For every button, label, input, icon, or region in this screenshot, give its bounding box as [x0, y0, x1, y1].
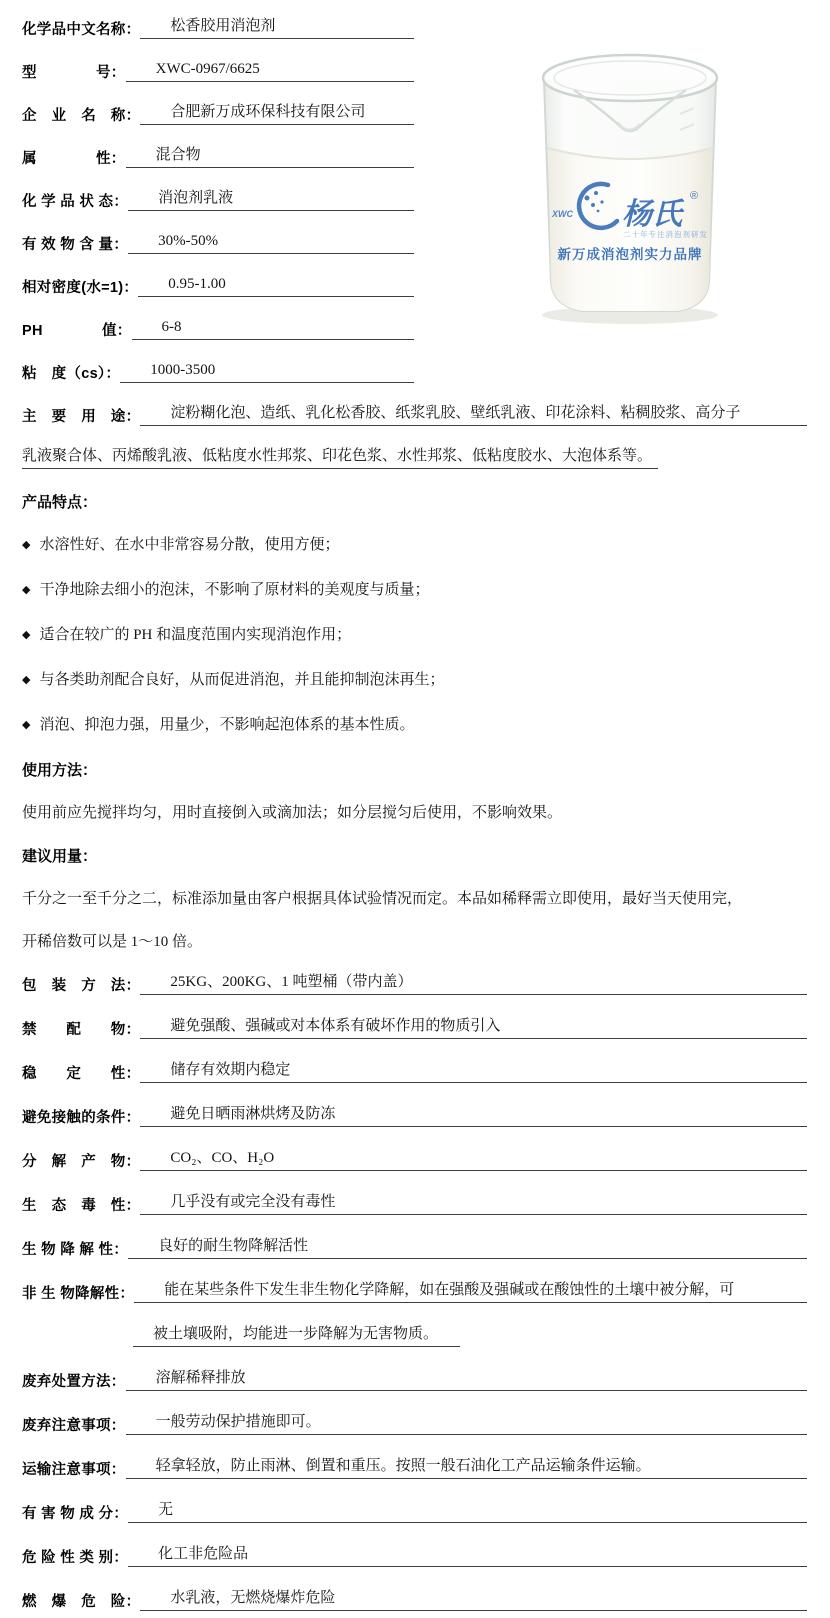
field-value-line2: 被土壤吸附，均能进一步降解为无害物质。: [133, 1325, 460, 1347]
product-features-heading: 产品特点：: [22, 494, 98, 511]
field-viscosity: [22, 356, 414, 383]
field-label: 生 态 毒 性：: [22, 1197, 141, 1214]
field-forbidden-substances: [22, 1012, 807, 1039]
field-label: 废弃处置方法：: [22, 1373, 126, 1390]
feature-text: 消泡、抑泡力强，用量少，不影响起泡体系的基本性质。: [39, 717, 415, 734]
feature-item: [22, 663, 807, 690]
beaker-rim: [543, 55, 717, 101]
field-value: 良好的耐生物降解活性: [128, 1237, 807, 1259]
field-non-biodegradability-continued: [22, 1320, 807, 1347]
field-label: 化学品中文名称：: [22, 21, 141, 38]
field-label: 运输注意事项：: [22, 1461, 126, 1478]
field-label: 属 性：: [22, 150, 126, 167]
brand-banner-text: 新万成消泡剂实力品牌: [557, 247, 703, 262]
field-label: 有 效 物 含 量：: [22, 236, 129, 253]
feature-text: 干净地除去细小的泡沫，不影响了原材料的美观度与质量；: [39, 582, 430, 599]
feature-text: 适合在较广的 PH 和温度范围内实现消泡作用；: [39, 627, 352, 644]
field-biodegradability: [22, 1232, 807, 1259]
field-label: 相对密度(水=1)：: [22, 279, 139, 296]
field-value: 水乳液，无燃烧爆炸危险: [140, 1589, 807, 1611]
diamond-bullet-icon: ◆: [22, 629, 31, 642]
field-value: 混合物: [126, 146, 414, 168]
field-value-line1: 淀粉糊化泡、造纸、乳化松香胶、纸浆乳胶、壁纸乳液、印花涂料、粘稠胶浆、高分子: [140, 404, 807, 426]
diamond-bullet-icon: ◆: [22, 674, 31, 687]
field-label: 化 学 品 状 态：: [22, 193, 129, 210]
field-value: 合肥新万成环保科技有限公司: [140, 103, 414, 125]
field-value: 轻拿轻放，防止雨淋、倒置和重压。按照一般石油化工产品运输条件运输。: [126, 1457, 807, 1479]
field-stability: [22, 1056, 807, 1083]
field-label: 生 物 降 解 性：: [22, 1241, 129, 1258]
field-label: 包 装 方 法：: [22, 977, 141, 994]
field-label: 主 要 用 途：: [22, 408, 141, 425]
field-value: 25KG、200KG、1 吨塑桶（带内盖）: [140, 973, 807, 995]
dosage-text-line2: 开稀倍数可以是 1～10 倍。: [22, 934, 203, 951]
field-waste-disposal-method: [22, 1364, 807, 1391]
field-waste-precautions: [22, 1408, 807, 1435]
field-value: 几乎没有或完全没有毒性: [140, 1193, 807, 1215]
field-conditions-to-avoid: [22, 1100, 807, 1127]
field-fire-explosion-hazard: [22, 1584, 807, 1611]
field-value: 消泡剂乳液: [128, 189, 414, 211]
field-decomposition-products: [22, 1144, 807, 1171]
field-label: 稳 定 性：: [22, 1065, 141, 1082]
field-packaging-method: [22, 968, 807, 995]
feature-item: [22, 573, 807, 600]
field-label: 非 生 物降解性：: [22, 1285, 135, 1302]
field-value: 避免强酸、强碱或对本体系有破坏作用的物质引入: [140, 1017, 807, 1039]
field-hazard-category: [22, 1540, 807, 1567]
field-value: 0.95-1.00: [138, 275, 414, 297]
field-value-line2: 乳液聚合体、丙烯酸乳液、低粘度水性邦浆、印花色浆、水性邦浆、低粘度胶水、大泡体系等。: [22, 447, 658, 469]
field-property: [22, 141, 414, 168]
field-value: 储存有效期内稳定: [140, 1061, 807, 1083]
field-non-biodegradability: [22, 1276, 807, 1303]
field-label: 避免接触的条件：: [22, 1109, 141, 1126]
field-value: 6-8: [132, 318, 414, 340]
field-label: 禁 配 物：: [22, 1021, 141, 1038]
usage-method-text: 使用前应先搅拌均匀，用时直接倒入或滴加法；如分层搅匀后使用，不影响效果。: [22, 805, 563, 822]
feature-item: [22, 618, 807, 645]
field-label: 燃 爆 危 险：: [22, 1593, 141, 1610]
field-main-uses: [22, 399, 807, 426]
field-value: CO₂、CO、H₂O: [140, 1149, 807, 1171]
field-value: 避免日晒雨淋烘烤及防冻: [140, 1105, 807, 1127]
dosage-text-line1: 千分之一至千分之二，标准添加量由客户根据具体试验情况而定。本品如稀释需立即使用，最好当天使用完，: [22, 891, 743, 908]
feature-item: [22, 528, 807, 555]
field-value: XWC-0967/6625: [126, 60, 414, 82]
registered-trademark-icon: ®: [690, 190, 699, 202]
field-label: 危 险 性 类 别：: [22, 1549, 129, 1566]
field-chemical-chinese-name: [22, 12, 414, 39]
diamond-bullet-icon: ◆: [22, 584, 31, 597]
brand-logo-tagline: 二十年专注消泡剂研发: [623, 230, 708, 239]
diamond-bullet-icon: ◆: [22, 719, 31, 732]
field-ecological-toxicity: [22, 1188, 807, 1215]
field-value: 溶解稀释排放: [126, 1369, 807, 1391]
field-active-content: [22, 227, 414, 254]
field-transport-precautions: [22, 1452, 807, 1479]
field-label: 分 解 产 物：: [22, 1153, 141, 1170]
field-main-uses-continued: [22, 442, 807, 469]
beaker-graphic: [530, 52, 730, 337]
basic-info-section: [22, 12, 414, 383]
field-ph-value: [22, 313, 414, 340]
field-value: 松香胶用消泡剂: [140, 17, 414, 39]
field-label: PH 值：: [22, 322, 132, 339]
field-value: 一般劳动保护措施即可。: [126, 1413, 807, 1435]
feature-text: 水溶性好、在水中非常容易分散，使用方便；: [39, 537, 340, 554]
field-label: 废弃注意事项：: [22, 1417, 126, 1434]
field-value: 1000-3500: [120, 361, 414, 383]
diamond-bullet-icon: ◆: [22, 539, 31, 552]
field-label: 有 害 物 成 分：: [22, 1505, 129, 1522]
field-label: 企 业 名 称：: [22, 107, 141, 124]
field-harmful-components: [22, 1496, 807, 1523]
usage-method-heading: 使用方法：: [22, 762, 98, 779]
field-relative-density: [22, 270, 414, 297]
field-company-name: [22, 98, 414, 125]
product-beaker-image: [530, 52, 730, 337]
field-value-line1: 能在某些条件下发生非生物化学降解，如在强酸及强碱或在酸蚀性的土壤中被分解，可: [134, 1281, 807, 1303]
feature-item: [22, 708, 807, 735]
field-label: 型 号：: [22, 64, 126, 81]
field-chemical-state: [22, 184, 414, 211]
feature-text: 与各类助剂配合良好，从而促进消泡，并且能抑制泡沫再生；: [39, 672, 445, 689]
brand-logo-xwc-text: XWC: [552, 209, 573, 219]
field-value: 30%-50%: [128, 232, 414, 254]
suggested-dosage-heading: 建议用量：: [22, 848, 98, 865]
field-model-number: [22, 55, 414, 82]
field-value: 化工非危险品: [128, 1545, 807, 1567]
field-value: 无: [128, 1501, 807, 1523]
brand-logo-name: 杨氏: [622, 198, 682, 231]
field-label: 粘 度（cs）：: [22, 365, 121, 382]
